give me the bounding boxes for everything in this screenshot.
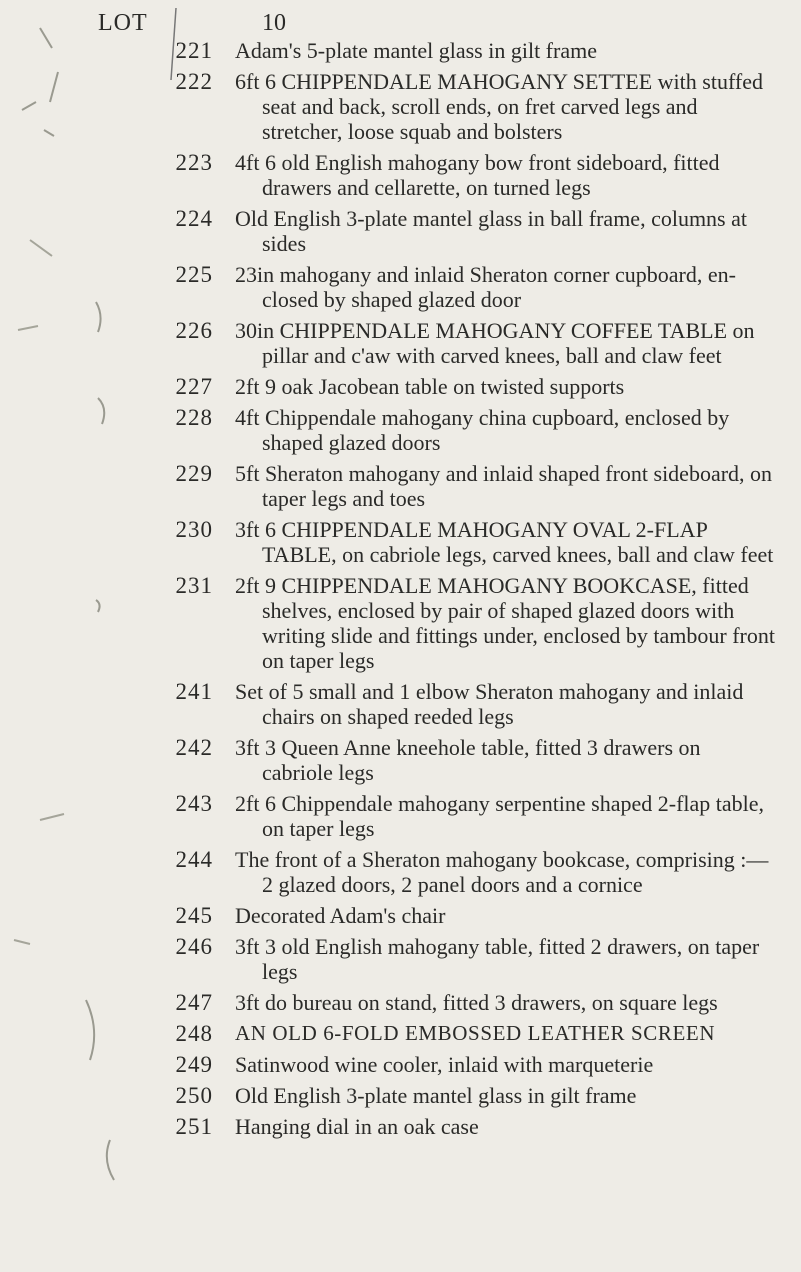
lot-description: 3ft do bureau on stand, fitted 3 drawers, on square legs xyxy=(235,990,718,1015)
lot-description: 6ft 6 CHIPPENDALE MAHOGANY SETTEE with stuffed seat and back, scroll ends, on fret carved legs and stretcher, loose squab and bolsters xyxy=(235,69,763,144)
lot-number: 243 xyxy=(175,791,213,816)
lot-description: Satinwood wine cooler, inlaid with marqueterie xyxy=(235,1052,654,1077)
lot-entry xyxy=(0,1052,801,1077)
lot-list xyxy=(0,38,801,1139)
lot-entry xyxy=(0,934,801,984)
lot-description: Old English 3-plate mantel glass in gilt frame xyxy=(235,1083,637,1108)
lot-entry xyxy=(0,262,801,312)
lot-entry xyxy=(0,69,801,144)
lot-number: 230 xyxy=(175,517,213,542)
lot-description: Old English 3-plate mantel glass in ball frame, columns at sides xyxy=(235,206,747,256)
lot-entry xyxy=(0,1083,801,1108)
lot-number: 250 xyxy=(175,1083,213,1108)
lot-entry xyxy=(0,150,801,200)
lot-description: 3ft 3 Queen Anne kneehole table, fitted 3 drawers on cabriole legs xyxy=(235,735,701,785)
lot-number: 227 xyxy=(175,374,213,399)
lot-entry xyxy=(0,374,801,399)
page-number: 10 xyxy=(262,10,286,36)
lot-number: 246 xyxy=(175,934,213,959)
lot-entry xyxy=(0,405,801,455)
lot-number: 244 xyxy=(175,847,213,872)
page-header xyxy=(0,10,801,40)
lot-column-label: LOT xyxy=(98,10,148,36)
lot-description: 2ft 6 Chippendale mahogany serpentine shaped 2-flap table, on taper legs xyxy=(235,791,765,841)
lot-number: 226 xyxy=(175,318,213,343)
lot-description: 23in mahogany and inlaid Sheraton corner cupboard, en- closed by shaped glazed door xyxy=(235,262,736,312)
lot-entry xyxy=(0,990,801,1015)
lot-description: Decorated Adam's chair xyxy=(235,903,446,928)
lot-entry xyxy=(0,206,801,256)
lot-description: Adam's 5-plate mantel glass in gilt frame xyxy=(235,38,597,63)
lot-description: 4ft 6 old English mahogany bow front sideboard, fitted drawers and cellarette, on turned legs xyxy=(235,150,720,200)
lot-number: 247 xyxy=(175,990,213,1015)
lot-number: 241 xyxy=(175,679,213,704)
lot-description: Set of 5 small and 1 elbow Sheraton mahogany and inlaid chairs on shaped reeded legs xyxy=(235,679,744,729)
lot-entry xyxy=(0,679,801,729)
lot-description: Hanging dial in an oak case xyxy=(235,1114,479,1139)
lot-number: 223 xyxy=(175,150,213,175)
lot-entry xyxy=(0,573,801,673)
lot-number: 224 xyxy=(175,206,213,231)
lot-entry xyxy=(0,1021,801,1046)
lot-description: 3ft 3 old English mahogany table, fitted 2 drawers, on taper legs xyxy=(235,934,760,984)
lot-number: 242 xyxy=(175,735,213,760)
lot-entry xyxy=(0,38,801,63)
lot-number: 248 xyxy=(175,1021,213,1046)
lot-entry xyxy=(0,1114,801,1139)
lot-number: 229 xyxy=(175,461,213,486)
lot-entry xyxy=(0,903,801,928)
lot-description: 2ft 9 oak Jacobean table on twisted supports xyxy=(235,374,625,399)
lot-number: 245 xyxy=(175,903,213,928)
lot-entry xyxy=(0,791,801,841)
lot-entry xyxy=(0,517,801,567)
lot-description: 3ft 6 CHIPPENDALE MAHOGANY OVAL 2-FLAP TABLE, on cabriole legs, carved knees, ball and claw feet xyxy=(235,517,774,567)
lot-description: AN OLD 6-FOLD EMBOSSED LEATHER SCREEN xyxy=(235,1021,716,1045)
lot-description: 5ft Sheraton mahogany and inlaid shaped front sideboard, on taper legs and toes xyxy=(235,461,773,511)
lot-description: 4ft Chippendale mahogany china cupboard, enclosed by shaped glazed doors xyxy=(235,405,730,455)
lot-number: 228 xyxy=(175,405,213,430)
lot-number: 225 xyxy=(175,262,213,287)
lot-number: 251 xyxy=(175,1114,213,1139)
lot-number: 222 xyxy=(175,69,213,94)
lot-number: 249 xyxy=(175,1052,213,1077)
lot-entry xyxy=(0,735,801,785)
lot-entry xyxy=(0,461,801,511)
lot-description: 30in CHIPPENDALE MAHOGANY COFFEE TABLE on pillar and c'aw with carved knees, ball and claw feet xyxy=(235,318,755,368)
lot-number: 231 xyxy=(175,573,213,598)
lot-number: 221 xyxy=(175,38,213,63)
lot-description: 2ft 9 CHIPPENDALE MAHOGANY BOOKCASE, fitted shelves, enclosed by pair of shaped glazed doors with writing slide and fittings under, enclosed by tambour front on taper legs xyxy=(235,573,775,673)
lot-entry xyxy=(0,318,801,368)
lot-entry xyxy=(0,847,801,897)
lot-description: The front of a Sheraton mahogany bookcase, comprising :— 2 glazed doors, 2 panel doors and a cornice xyxy=(235,847,769,897)
